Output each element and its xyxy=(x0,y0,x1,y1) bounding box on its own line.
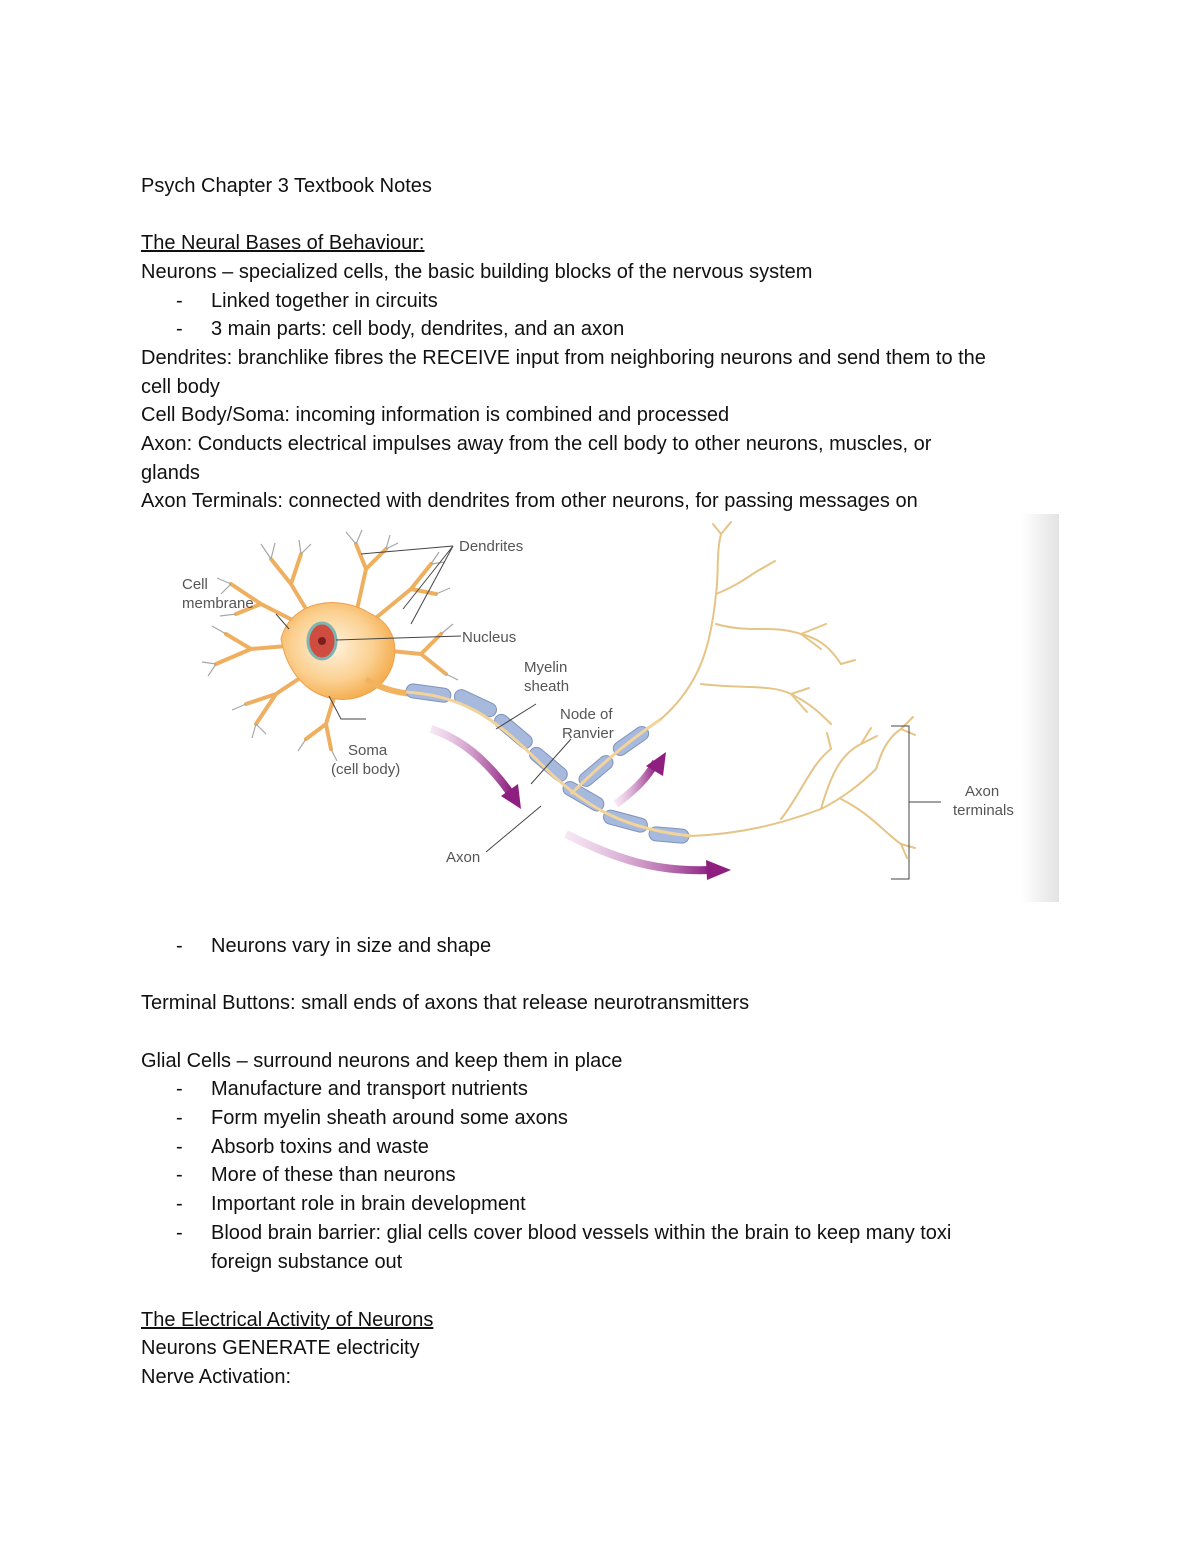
label-axon-terminals-2: terminals xyxy=(953,802,1014,819)
section-heading-electrical-activity: The Electrical Activity of Neurons xyxy=(141,1309,434,1331)
lower-axon-terminals xyxy=(691,717,915,858)
bullet-text: Linked together in circuits xyxy=(211,290,438,312)
bullet-text: Absorb toxins and waste xyxy=(211,1136,429,1158)
label-myelin: Myelin xyxy=(524,659,568,676)
soma-definition: Cell Body/Soma: incoming information is combined and processed xyxy=(141,404,730,426)
label-axon: Axon xyxy=(446,849,481,866)
label-axon-terminals-1: Axon xyxy=(965,783,1000,800)
label-membrane: membrane xyxy=(182,595,254,612)
bullet-text: 3 main parts: cell body, dendrites, and an axon xyxy=(211,318,625,340)
nucleolus xyxy=(318,637,326,645)
neurons-definition: Neurons – specialized cells, the basic building blocks of the nervous system xyxy=(141,261,813,283)
impulse-arrow-3 xyxy=(566,834,711,870)
dendrites-definition-cont: cell body xyxy=(141,376,220,398)
bullet-text: Form myelin sheath around some axons xyxy=(211,1107,568,1129)
bullet-text: Manufacture and transport nutrients xyxy=(211,1078,528,1100)
myelin-sheath xyxy=(405,683,689,844)
bullet-text: foreign substance out xyxy=(211,1251,403,1273)
bullet-dash: - xyxy=(176,1136,183,1158)
impulse-arrow-3-head xyxy=(706,860,731,880)
label-dendrites: Dendrites xyxy=(459,538,524,555)
electrical-line-2: Nerve Activation: xyxy=(141,1366,292,1388)
bullet-dash: - xyxy=(176,318,183,340)
upper-axon-terminals xyxy=(661,522,855,724)
bullet-dash: - xyxy=(176,935,183,957)
label-node-of: Node of xyxy=(560,706,613,723)
bullet-dash: - xyxy=(176,1107,183,1129)
axon-terminals-definition: Axon Terminals: connected with dendrites from other neurons, for passing messages on xyxy=(141,490,918,512)
impulse-arrow-1 xyxy=(431,729,511,794)
figure-edge-shadow xyxy=(1021,514,1059,902)
bullet-dash: - xyxy=(176,1222,183,1244)
dendrites-definition: Dendrites: branchlike fibres the RECEIVE input from neighboring neurons and send them to the xyxy=(141,347,986,369)
label-ranvier: Ranvier xyxy=(562,725,614,742)
neuron-diagram-svg xyxy=(141,514,1059,902)
bullet-text: Blood brain barrier: glial cells cover blood vessels within the brain to keep many toxi xyxy=(211,1222,952,1244)
document-title: Psych Chapter 3 Textbook Notes xyxy=(141,175,432,197)
label-cell: Cell xyxy=(182,576,208,593)
axon-definition: Axon: Conducts electrical impulses away from the cell body to other neurons, muscles, or xyxy=(141,433,932,455)
label-soma: Soma xyxy=(348,742,388,759)
axon-definition-cont: glands xyxy=(141,462,200,484)
neuron-diagram xyxy=(141,514,1059,902)
bullet-dash: - xyxy=(176,290,183,312)
bullet-dash: - xyxy=(176,1078,183,1100)
section-heading-neural-bases: The Neural Bases of Behaviour: xyxy=(141,232,425,254)
electrical-line-1: Neurons GENERATE electricity xyxy=(141,1337,420,1359)
bullet-text: Neurons vary in size and shape xyxy=(211,935,492,957)
glial-cells-definition: Glial Cells – surround neurons and keep them in place xyxy=(141,1050,623,1072)
terminal-buttons-definition: Terminal Buttons: small ends of axons that release neurotransmitters xyxy=(141,992,750,1014)
bullet-dash: - xyxy=(176,1164,183,1186)
label-nucleus: Nucleus xyxy=(462,629,517,646)
bullet-text: Important role in brain development xyxy=(211,1193,526,1215)
label-sheath: sheath xyxy=(524,678,570,695)
bullet-dash: - xyxy=(176,1193,183,1215)
bullet-text: More of these than neurons xyxy=(211,1164,456,1186)
label-cell-body: (cell body) xyxy=(331,761,401,778)
